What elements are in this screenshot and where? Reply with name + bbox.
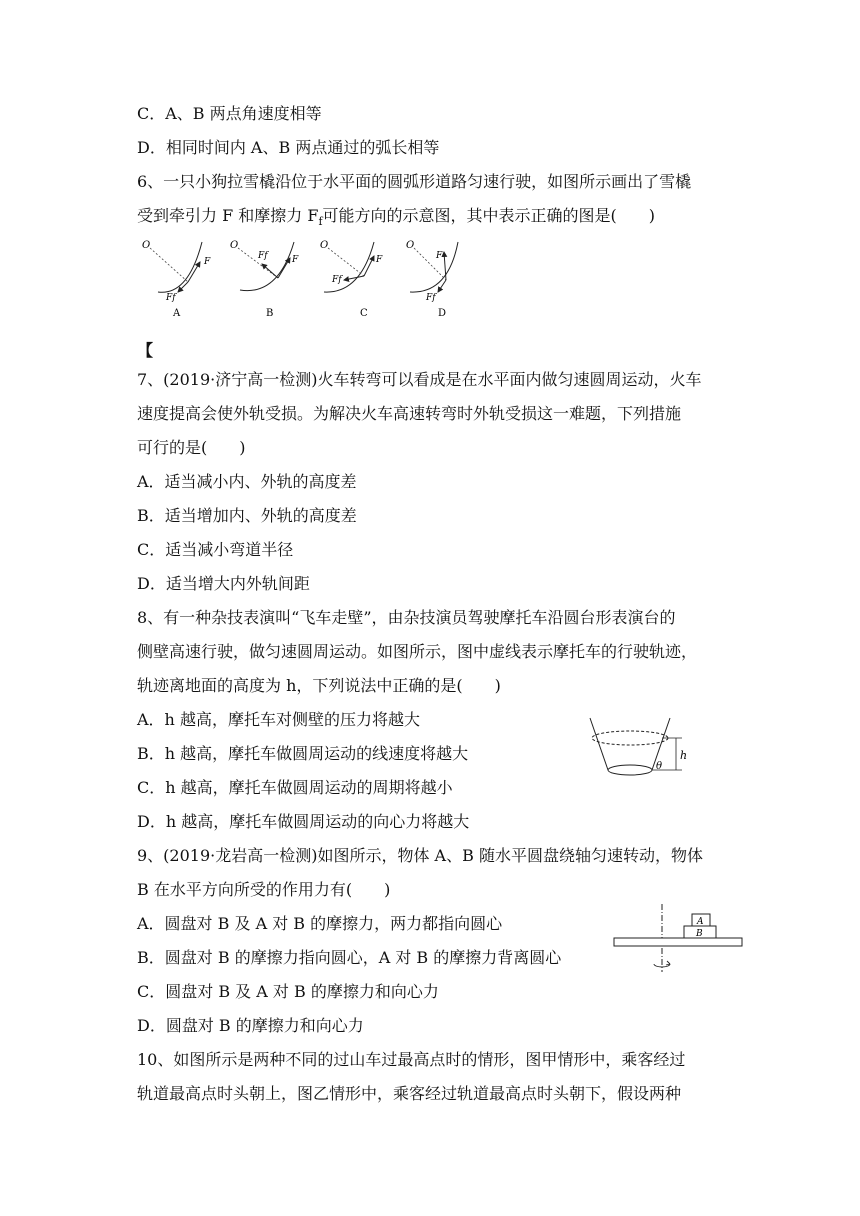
q7-stem-line2: 速度提高会使外轨受损。为解决火车高速转弯时外轨受损这一难题，下列措施: [137, 404, 682, 423]
q5-option-d: D．相同时间内 A、B 两点通过的弧长相等: [137, 138, 440, 157]
q9-option-c: C．圆盘对 B 及 A 对 B 的摩擦力和向心力: [137, 982, 439, 1001]
height-label: h: [680, 749, 688, 762]
q9-figure: [612, 904, 748, 980]
q6-stem-line2: [137, 206, 655, 232]
q7-option-c: C．适当减小弯道半径: [137, 540, 294, 559]
panel-label-d: D: [438, 308, 447, 319]
q8-option-c: C．h 越高，摩托车做圆周运动的周期将越小: [137, 778, 453, 797]
q10-stem-line2: 轨道最高点时头朝上，图乙情形中，乘客经过轨道最高点时头朝下，假设两种: [137, 1084, 682, 1103]
q8-option-b: B．h 越高，摩托车做圆周运动的线速度将越大: [137, 744, 469, 763]
center-label-d: O: [406, 240, 415, 251]
block-b-label: B: [696, 929, 703, 939]
q8-stem-line1: 8、有一种杂技表演叫“飞车走壁”，由杂技演员驾驶摩托车沿圆台形表演台的: [137, 608, 676, 627]
q9-stem-line1: 9、(2019·龙岩高一检测)如图所示，物体 A、B 随水平圆盘绕轴匀速转动，物体: [137, 846, 703, 865]
force-label-d: F: [436, 251, 443, 261]
q10-stem-line1: 10、如图所示是两种不同的过山车过最高点时的情形，图甲情形中，乘客经过: [137, 1050, 686, 1069]
q6-stem-pre: 受到牵引力 F 和摩擦力 F: [137, 206, 319, 225]
q9-option-a: A．圆盘对 B 及 A 对 B 的摩擦力，两力都指向圆心: [137, 914, 503, 933]
block-a-label: A: [697, 917, 704, 927]
center-label-b: O: [230, 240, 239, 251]
q9-stem-line2: B 在水平方向所受的作用力有( ): [137, 880, 391, 899]
q6-panel-b: [230, 240, 299, 319]
q6-stem-sub: f: [318, 215, 323, 229]
panel-label-a: A: [173, 308, 181, 319]
stray-bracket: 【: [137, 341, 154, 360]
q8-option-a: A．h 越高，摩托车对侧壁的压力将越大: [137, 710, 420, 729]
q7-stem-line3: 可行的是( ): [137, 438, 246, 457]
q8-stem-line3: 轨迹离地面的高度为 h，下列说法中正确的是( ): [137, 676, 501, 695]
q6-panel-d: [406, 240, 458, 319]
q8-figure: [586, 712, 696, 784]
force-label-b: F: [292, 255, 299, 265]
panel-label-c: C: [360, 308, 368, 319]
q7-option-a: A．适当减小内、外轨的高度差: [137, 472, 357, 491]
q6-stem-line1: 6、一只小狗拉雪橇沿位于水平面的圆弧形道路匀速行驶，如图所示画出了雪橇: [137, 172, 692, 191]
q7-option-d: D．适当增大内外轨间距: [137, 574, 310, 593]
q8-option-d: D．h 越高，摩托车做圆周运动的向心力将越大: [137, 812, 470, 831]
center-label-a: O: [142, 240, 151, 251]
friction-label-b: Ff: [258, 251, 268, 261]
panel-label-b: B: [266, 308, 274, 319]
angle-label: θ: [656, 761, 663, 772]
force-label-a: F: [204, 257, 211, 267]
friction-label-d: Ff: [426, 293, 436, 303]
q7-option-b: B．适当增加内、外轨的高度差: [137, 506, 357, 525]
q6-panel-a: [142, 240, 211, 319]
q9-option-d: D．圆盘对 B 的摩擦力和向心力: [137, 1016, 364, 1035]
friction-label-c: Ff: [332, 275, 342, 285]
q8-stem-line2: 侧壁高速行驶，做匀速圆周运动。如图所示，图中虚线表示摩托车的行驶轨迹，: [137, 642, 698, 661]
q6-panel-c: [320, 240, 383, 319]
force-label-c: F: [376, 255, 383, 265]
q6-stem-post: 可能方向的示意图，其中表示正确的图是( ): [322, 206, 656, 225]
q9-option-b: B．圆盘对 B 的摩擦力指向圆心，A 对 B 的摩擦力背离圆心: [137, 948, 562, 967]
friction-label-a: Ff: [166, 293, 176, 303]
center-label-c: O: [320, 240, 329, 251]
q7-stem-line1: 7、(2019·济宁高一检测)火车转弯可以看成是在水平面内做匀速圆周运动，火车: [137, 370, 702, 389]
q6-figure: [138, 236, 468, 324]
q5-option-c: C．A、B 两点角速度相等: [137, 104, 322, 123]
